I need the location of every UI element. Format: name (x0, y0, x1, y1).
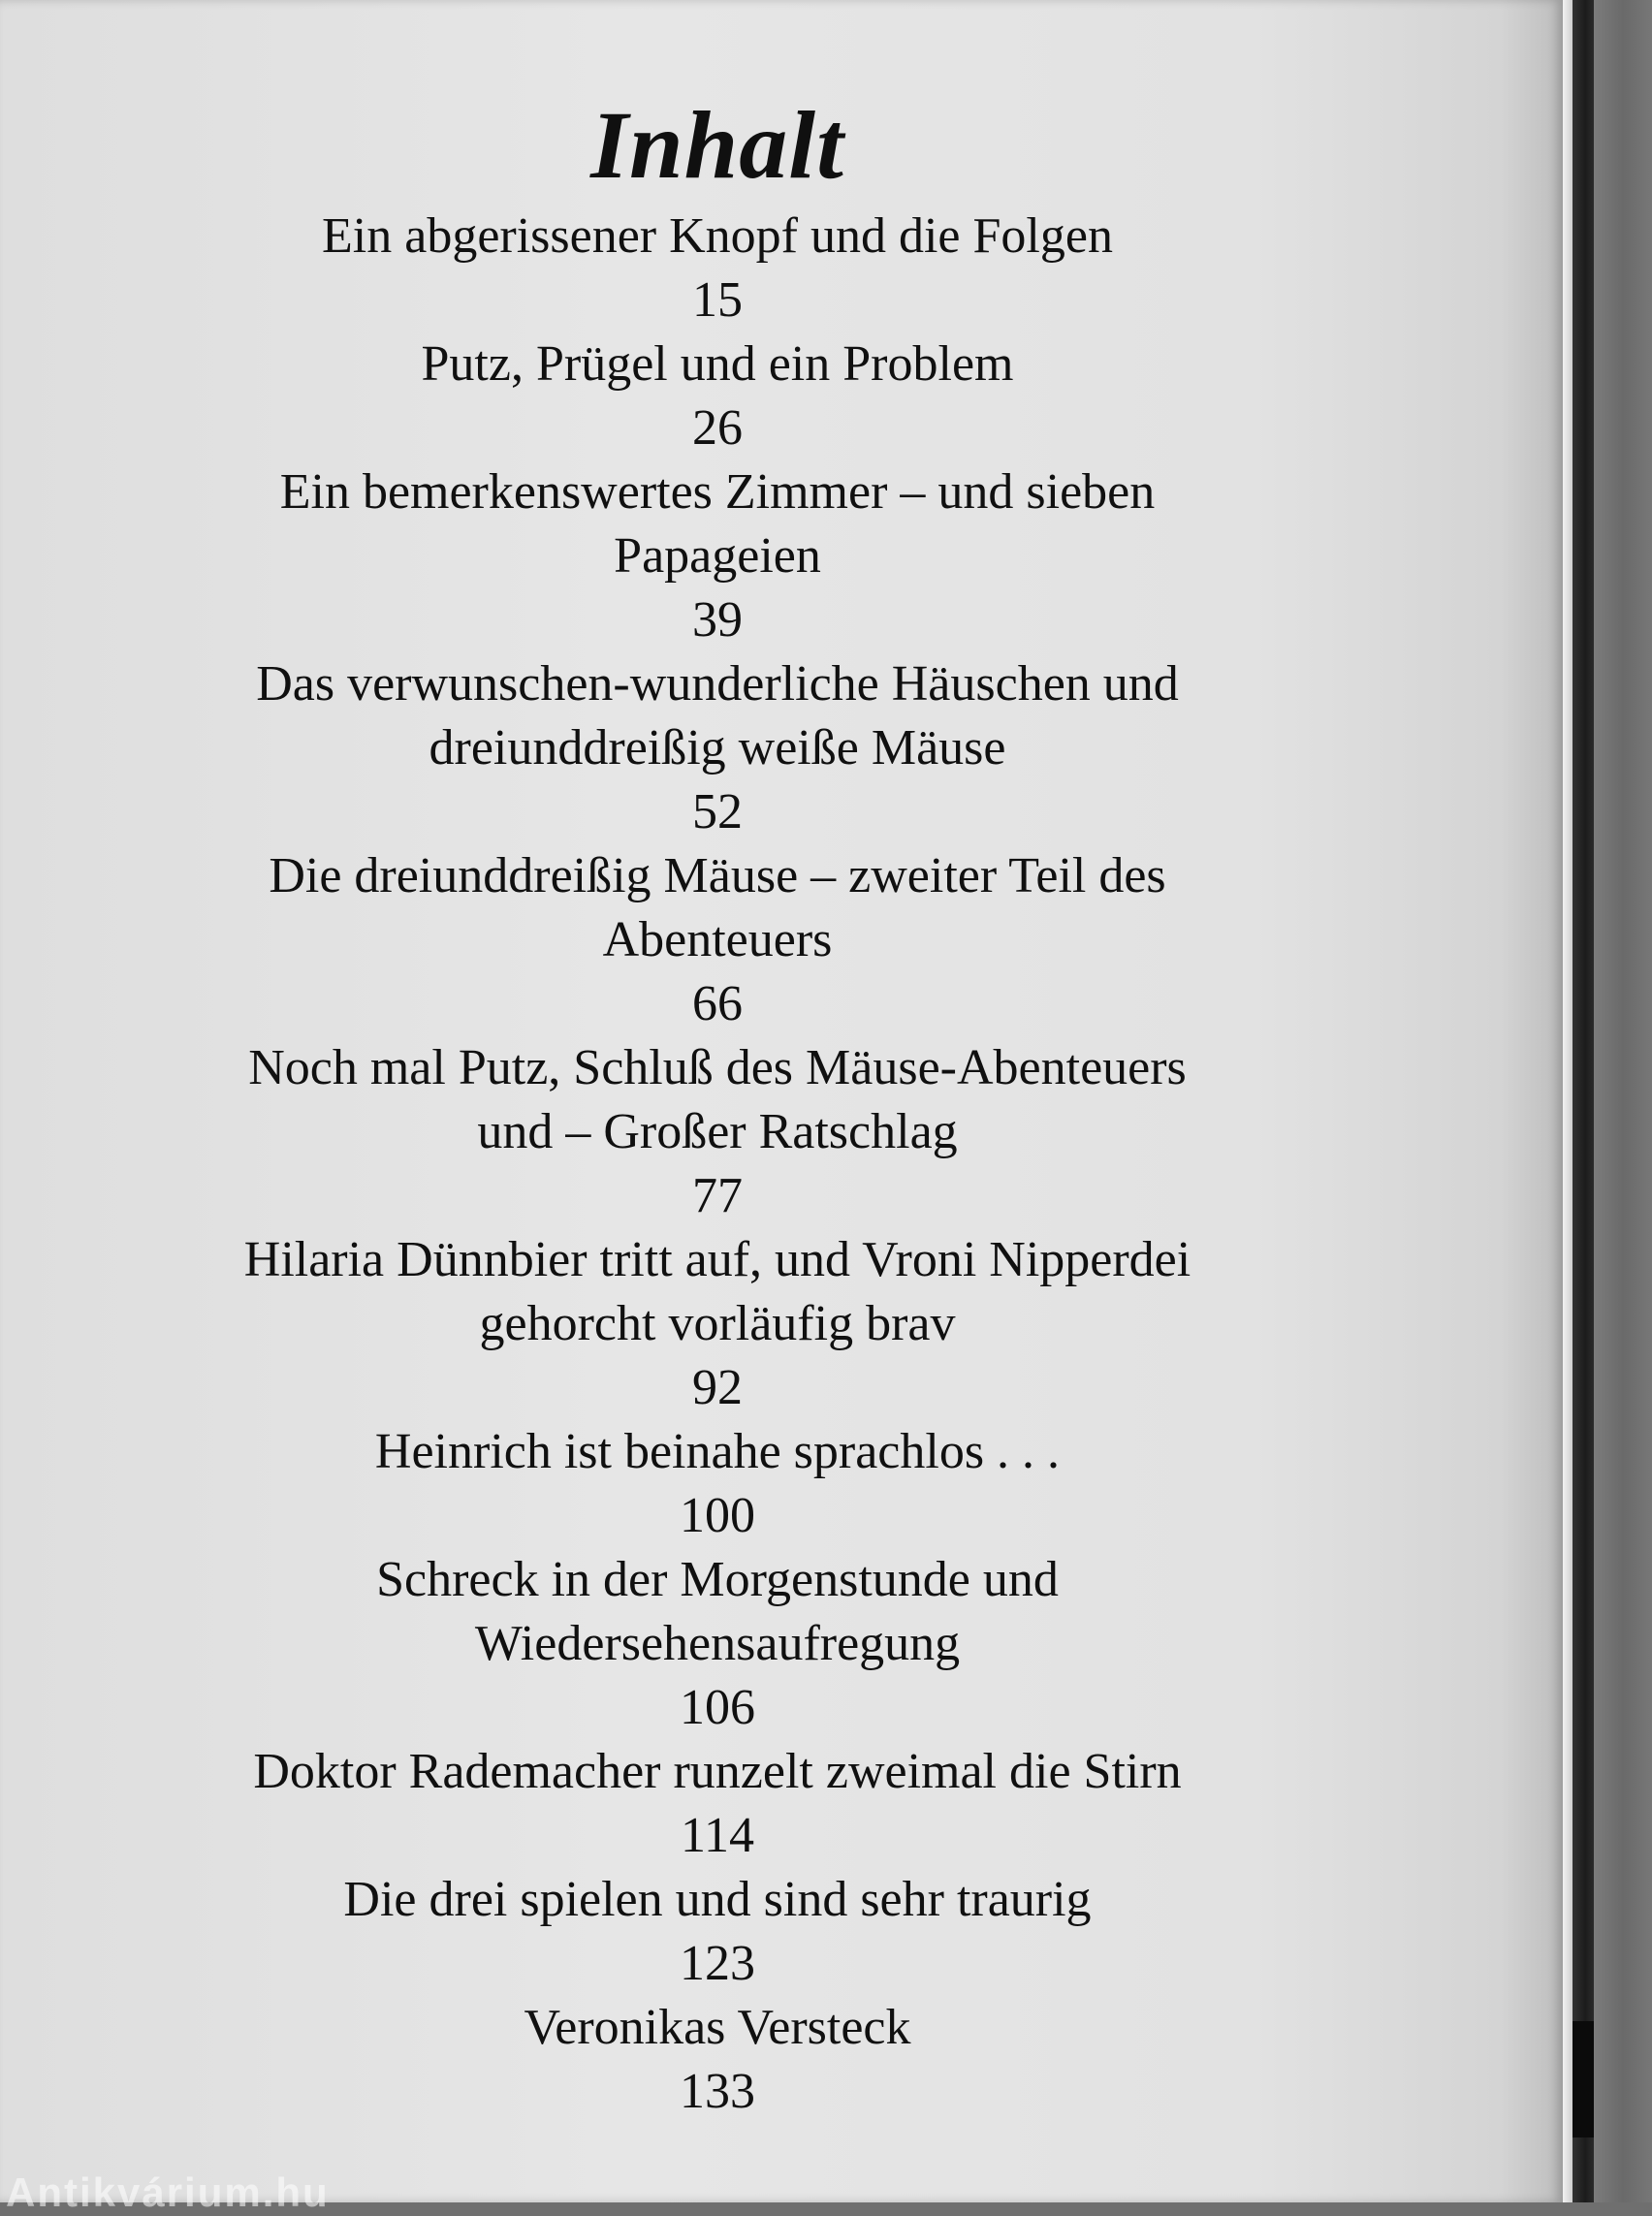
binding-mark (1573, 2021, 1596, 2137)
toc-entry-title: Doktor Rademacher runzelt zweimal die Stirn (253, 1744, 1182, 1799)
page-title: Inhalt (590, 91, 844, 199)
toc-entry (116, 652, 1318, 844)
toc-entry-page: 52 (692, 784, 743, 839)
toc-entry-page: 77 (692, 1168, 743, 1223)
toc-entry-page: 92 (692, 1360, 743, 1415)
toc-entry (116, 332, 1318, 460)
toc-entry-title: Putz, Prügel und ein Problem (421, 336, 1014, 392)
toc-list (116, 205, 1318, 2124)
toc-entry (116, 205, 1318, 332)
toc-entry (116, 1036, 1318, 1228)
toc-entry-page: 123 (680, 1936, 755, 1991)
toc-entry-title: Die dreiunddreißig Mäuse – zweiter Teil des Abenteuers (269, 848, 1166, 967)
toc-entry-page: 15 (692, 272, 743, 328)
toc-entry-title: Ein bemerkenswertes Zimmer – und sieben Papageien (279, 464, 1156, 584)
book-binding (1573, 0, 1594, 2202)
toc-entry-page: 39 (692, 592, 743, 648)
page-edge (1563, 0, 1573, 2202)
background-surface (1594, 0, 1652, 2202)
toc-entry (116, 1996, 1318, 2124)
toc-entry (116, 1228, 1318, 1420)
toc-entry-title: Veronikas Versteck (524, 2000, 911, 2055)
toc-entry-page: 106 (680, 1680, 755, 1735)
toc-entry-title: Heinrich ist beinahe sprachlos . . . (374, 1424, 1061, 1479)
toc-entry-title: Noch mal Putz, Schluß des Mäuse-Abenteuers und – Großer Ratschlag (248, 1040, 1187, 1159)
toc-entry-title: Schreck in der Morgenstunde und Wiedersehensaufregung (376, 1552, 1059, 1671)
toc-entry-title: Die drei spielen und sind sehr traurig (343, 1872, 1092, 1927)
toc-entry-page: 26 (692, 400, 743, 456)
toc-entry (116, 1420, 1318, 1548)
toc-entry-page: 100 (680, 1488, 755, 1543)
toc-entry (116, 1740, 1318, 1868)
toc-entry-title: Ein abgerissener Knopf und die Folgen (322, 208, 1113, 264)
toc-entry-page: 133 (680, 2064, 755, 2119)
toc-entry (116, 1548, 1318, 1740)
watermark: Antikvárium.hu (6, 2169, 330, 2215)
toc-entry (116, 844, 1318, 1036)
toc-entry-title: Hilaria Dünnbier tritt auf, und Vroni Nipperdei gehorcht vorläufig brav (243, 1232, 1191, 1351)
toc-entry-title: Das verwunschen-wunderliche Häuschen und dreiunddreißig weiße Mäuse (256, 656, 1179, 776)
toc-entry-page: 66 (692, 976, 743, 1031)
toc-entry-page: 114 (680, 1808, 755, 1863)
table-of-contents (116, 92, 1318, 2124)
toc-entry (116, 460, 1318, 652)
toc-entry (116, 1868, 1318, 1996)
